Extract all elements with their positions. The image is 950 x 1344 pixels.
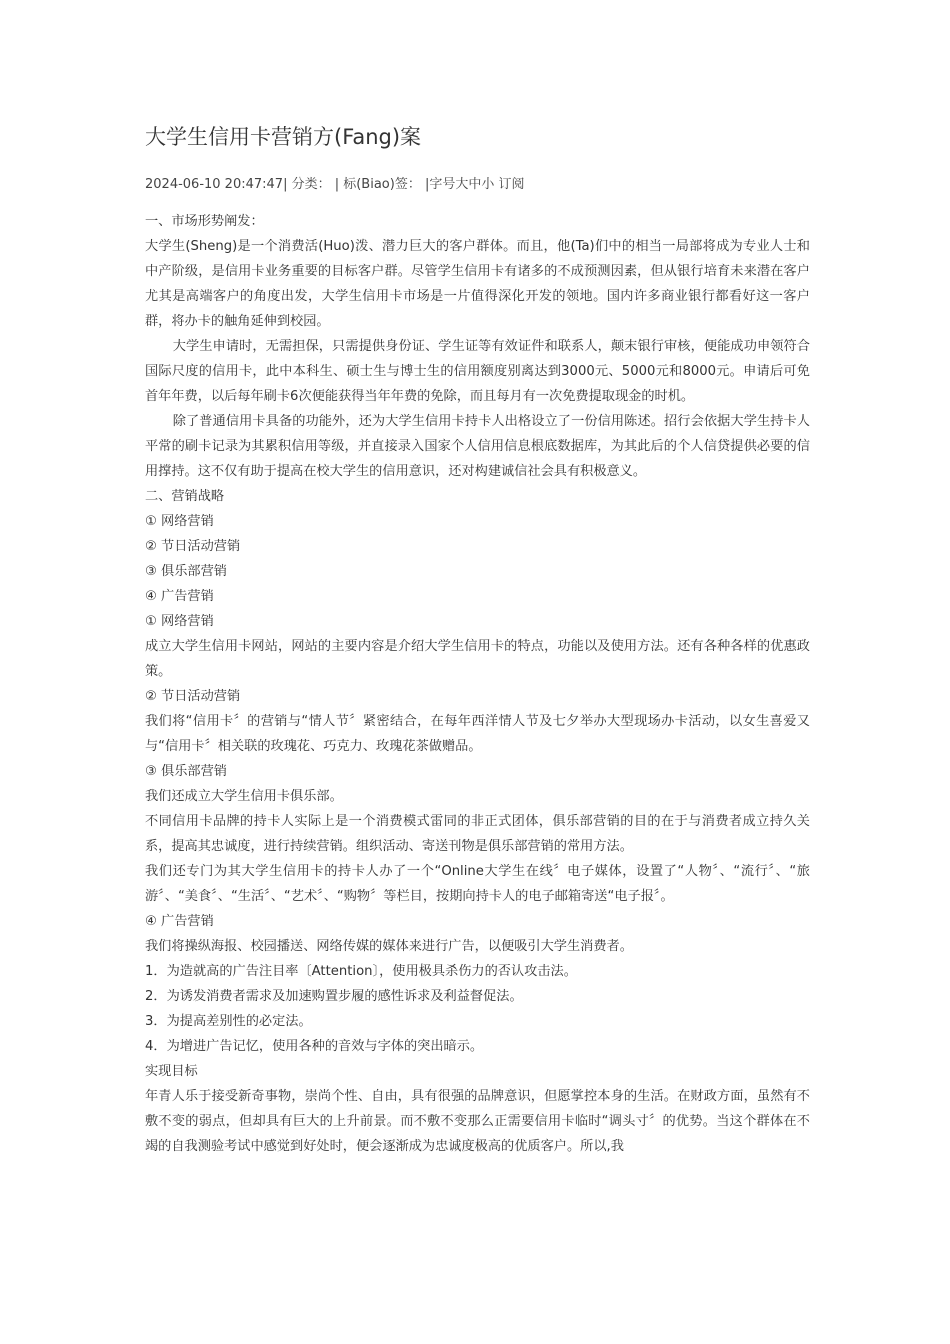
- article-paragraph: 1．为造就高的广告注目率〔Attention〕，使用极具杀伤力的否认攻击法。: [145, 964, 577, 979]
- article-paragraph: ② 节日活动营销: [145, 539, 241, 554]
- article-paragraph: ① 网络营销: [145, 614, 214, 629]
- article-meta: 2024-06-10 20:47:47| 分类： | 标(Biao)签： |字号大中小 订阅: [145, 177, 525, 192]
- article-paragraph: ④ 广告营销: [145, 589, 214, 604]
- article-paragraph: 2．为诱发消费者需求及加速购置步履的感性诉求及利益督促法。: [145, 989, 523, 1004]
- article-body: [145, 209, 810, 1159]
- article-paragraph: 一、市场形势阐发：: [145, 214, 264, 229]
- article-paragraph: 年青人乐于接受新奇事物，崇尚个性、自由，具有很强的品牌意识，但愿掌控本身的生活。在财政方面，虽然有不敷不变的弱点，但却具有巨大的上升前景。而不敷不变那么正需要信用卡临时“调头寸〞的优势。当这个群体在不竭的自我测验考试中感觉到好处时，便会逐渐成为忠诚度极高的优质客户。所以,我: [145, 1089, 810, 1154]
- article-paragraph: 我们还成立大学生信用卡俱乐部。: [145, 789, 343, 804]
- article-paragraph: 大学生申请时，无需担保，只需提供身份证、学生证等有效证件和联系人，颠末银行审核，便能成功申领符合国际尺度的信用卡，此中本科生、硕士生与博士生的信用额度别离达到3000元、5000元和8000元。申请后可免首年年费，以后每年刷卡6次便能获得当年年费的免除，而且每月有一次免费提取现金的时机。: [145, 339, 810, 404]
- article-paragraph: 不同信用卡品牌的持卡人实际上是一个消费模式雷同的非正式团体，俱乐部营销的目的在于与消费者成立持久关系，提高其忠诚度，进行持续营销。组织活动、寄送刊物是俱乐部营销的常用方法。: [145, 814, 810, 854]
- article-paragraph: 4．为增进广告记忆，使用各种的音效与字体的突出暗示。: [145, 1039, 484, 1054]
- article-paragraph: 我们将操纵海报、校园播送、网络传媒的媒体来进行广告，以便吸引大学生消费者。: [145, 939, 633, 954]
- article-paragraph: ② 节日活动营销: [145, 689, 241, 704]
- article-paragraph: 二、营销战略: [145, 489, 225, 504]
- article-paragraph: ③ 俱乐部营销: [145, 764, 227, 779]
- article-paragraph: 除了普通信用卡具备的功能外，还为大学生信用卡持卡人出格设立了一份信用陈述。招行会依据大学生持卡人平常的刷卡记录为其累积信用等级，并直接录入国家个人信用信息根底数据库，为其此后的个人信贷提供必要的信用撑持。这不仅有助于提高在校大学生的信用意识，还对构建诚信社会具有积极意义。: [145, 414, 810, 479]
- article-paragraph: ① 网络营销: [145, 514, 214, 529]
- article-paragraph: 3．为提高差别性的必定法。: [145, 1014, 312, 1029]
- article-paragraph: 我们还专门为其大学生信用卡的持卡人办了一个“Online大学生在线〞电子媒体，设置了“人物〞、“流行〞、“旅游〞、“美食〞、“生活〞、“艺术〞、“购物〞等栏目，按期向持卡人的电子邮箱寄送“电子报〞。: [145, 864, 810, 904]
- article-paragraph: ④ 广告营销: [145, 914, 214, 929]
- article-paragraph: 实现目标: [145, 1064, 198, 1079]
- article-paragraph: ③ 俱乐部营销: [145, 564, 227, 579]
- article-paragraph: 大学生(Sheng)是一个消费活(Huo)泼、潜力巨大的客户群体。而且，他(Ta)们中的相当一局部将成为专业人士和中产阶级，是信用卡业务重要的目标客户群。尽管学生信用卡有诸多的不成预测因素，但从银行培育未来潜在客户尤其是高端客户的角度出发，大学生信用卡市场是一片值得深化开发的领地。国内许多商业银行都看好这一客户群，将办卡的触角延伸到校园。: [145, 239, 810, 329]
- article-paragraph: 成立大学生信用卡网站，网站的主要内容是介绍大学生信用卡的特点，功能以及使用方法。还有各种各样的优惠政策。: [145, 639, 810, 679]
- article-title: 大学生信用卡营销方(Fang)案: [145, 125, 422, 149]
- article-paragraph: 我们将“信用卡〞的营销与“情人节〞紧密结合，在每年西洋情人节及七夕举办大型现场办卡活动，以女生喜爱又与“信用卡〞相关联的玫瑰花、巧克力、玫瑰花茶做赠品。: [145, 714, 810, 754]
